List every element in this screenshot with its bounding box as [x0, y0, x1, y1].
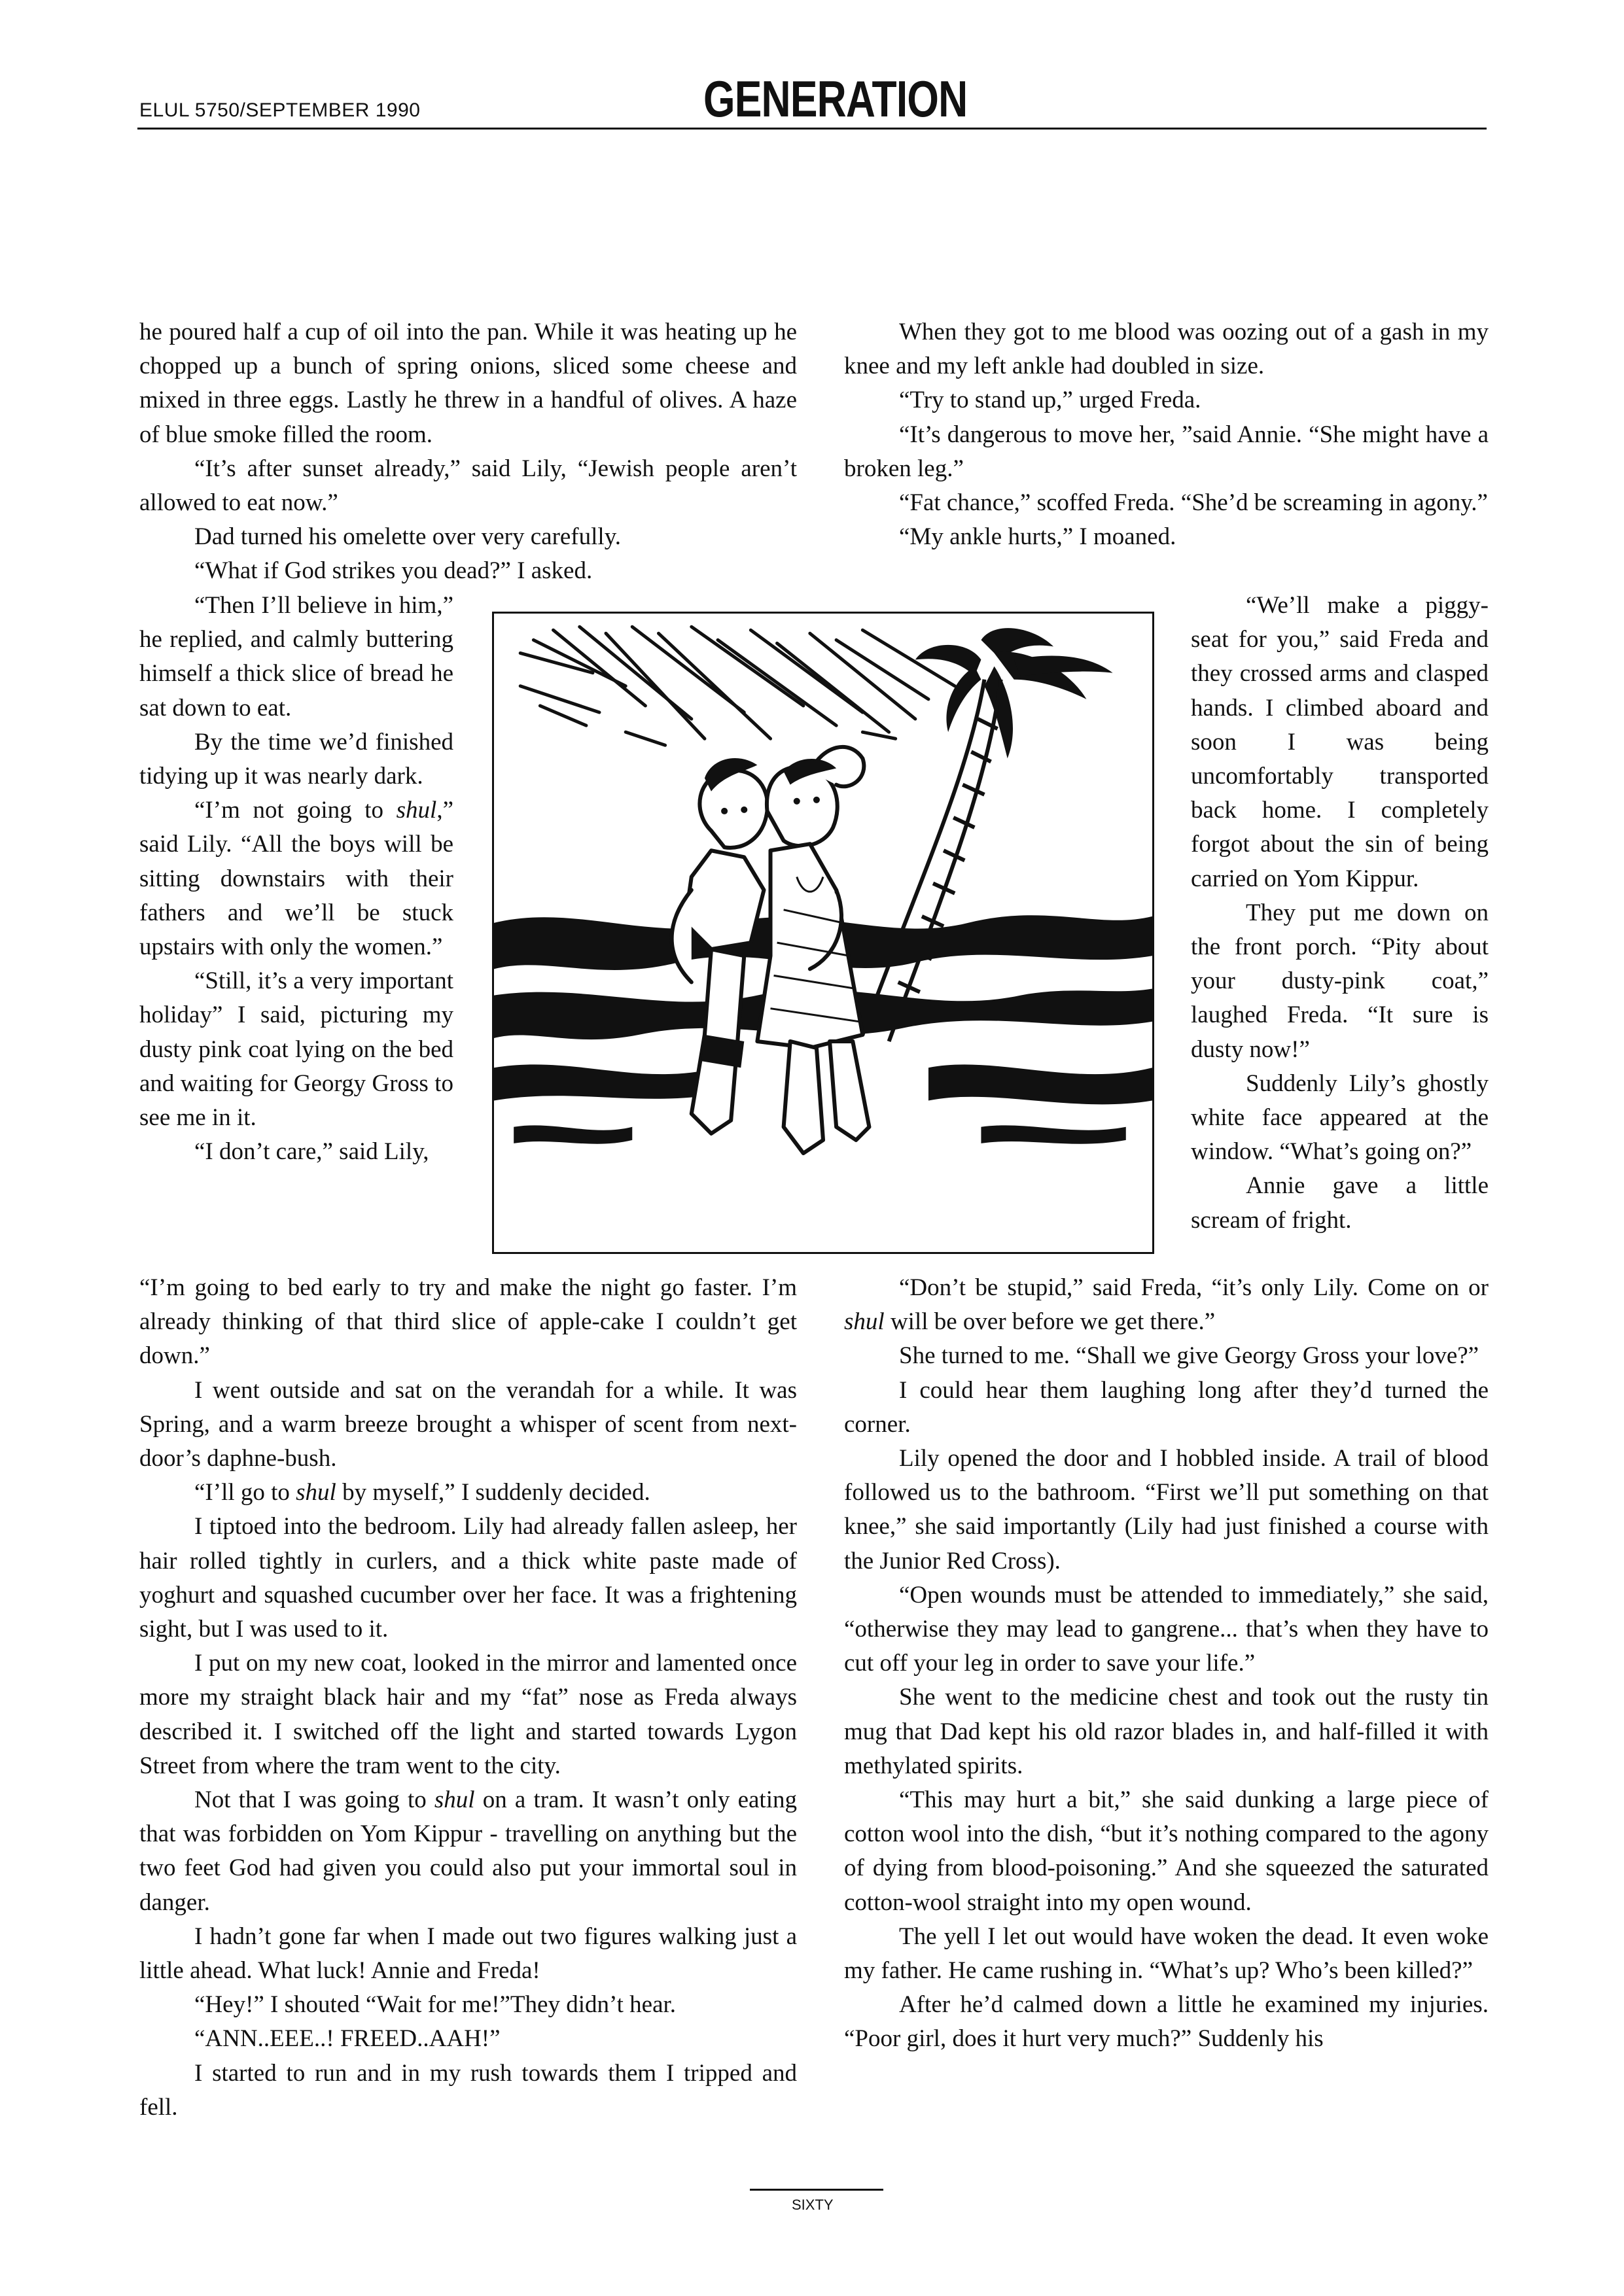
paragraph: Annie gave a little scream of fright. — [1191, 1172, 1489, 1234]
beach-drawing — [494, 614, 1152, 1252]
left-column-top — [139, 315, 797, 589]
paragraph: I started to run and in my rush towards them I tripped and fell. — [139, 2059, 797, 2121]
paragraph: “Then I’ll believe in him,” he replied, and calmly buttering himself a thick slice of bread he sat down to eat. — [139, 592, 453, 722]
paragraph: “ANN..EEE..! FREED..AAH!” — [194, 2025, 501, 2053]
issue-date: ELUL 5750/SEPTEMBER 1990 — [139, 99, 421, 121]
paragraph: “Don’t be stupid,” said Freda, “it’s only Lily. Come on or shul will be over before we get there.” — [844, 1274, 1489, 1336]
paragraph: She turned to me. “Shall we give Georgy Gross your love?” — [899, 1342, 1479, 1370]
paragraph: Lily opened the door and I hobbled inside. A trail of blood followed us to the bathroom. “First we’ll put something on that knee,” she said importantly (Lily had just finished a course with the Junior Red Cross). — [844, 1445, 1489, 1574]
paragraph: I went outside and sat on the verandah for a while. It was Spring, and a warm breeze brought a whisper of scent from next-door’s daphne-bush. — [139, 1376, 797, 1472]
paragraph: “Fat chance,” scoffed Freda. “She’d be screaming in agony.” — [899, 489, 1488, 517]
paragraph: They put me down on the front porch. “Pity about your dusty-pink coat,” laughed Freda. “It sure is dusty now!” — [1191, 899, 1489, 1063]
paragraph: “What if God strikes you dead?” I asked. — [194, 557, 593, 585]
paragraph: “My ankle hurts,” I moaned. — [899, 523, 1176, 551]
paragraph: “It’s dangerous to move her, ”said Annie. “She might have a broken leg.” — [844, 421, 1489, 482]
paragraph: I could hear them laughing long after they’d turned the corner. — [844, 1376, 1489, 1438]
magazine-title: GENERATION — [703, 70, 968, 128]
paragraph: The yell I let out would have woken the dead. It even woke my father. He came rushing in. “What’s up? Who’s been killed?” — [844, 1922, 1489, 1985]
paragraph: “This may hurt a bit,” she said dunking a large piece of cotton wool into the dish, “but it’s nothing compared to the agony of dying from blood-poisoning.” And she squeezed the saturated cotton-wool straight into my open wound. — [844, 1786, 1489, 1916]
paragraph: Dad turned his omelette over very carefully. — [194, 523, 622, 551]
right-column-top — [844, 315, 1489, 554]
paragraph: “I don’t care,” said Lily, — [194, 1138, 429, 1166]
paragraph: I tiptoed into the bedroom. Lily had already fallen asleep, her hair rolled tightly in curlers, and a thick white paste made of yoghurt and squashed cucumber over her face. It was a frightening sight, but I was used to it. — [139, 1513, 797, 1643]
paragraph: Not that I was going to shul on a tram. It wasn’t only eating that was forbidden on Yom Kippur - travelling on anything but the two feet God had given you could also put your immortal soul in danger. — [139, 1786, 797, 1916]
paragraph: “It’s after sunset already,” said Lily, “Jewish people aren’t allowed to eat now.” — [139, 455, 797, 517]
paragraph: By the time we’d finished tidying up it was nearly dark. — [139, 728, 453, 790]
paragraph: “Still, it’s a very important holiday” I said, picturing my dusty pink coat lying on the bed and waiting for Georgy Gross to see me in it. — [139, 967, 453, 1132]
paragraph: I hadn’t gone far when I made out two figures walking just a little ahead. What luck! Annie and Freda! — [139, 1922, 797, 1985]
page-number: SIXTY — [792, 2197, 834, 2213]
paragraph: Suddenly Lily’s ghostly white face appeared at the window. “What’s going on?” — [1191, 1070, 1489, 1166]
story-illustration — [492, 612, 1154, 1254]
left-column-bottom — [139, 1271, 797, 2125]
paragraph: he poured half a cup of oil into the pan. While it was heating up he chopped up a bunch of spring onions, sliced some cheese and mixed in three eggs. Lastly he threw in a handful of olives. A haze of blue smoke filled the room. — [139, 319, 797, 448]
paragraph: “I’m going to bed early to try and make the night go faster. I’m already thinking of that third slice of apple-cake I couldn’t get down.” — [139, 1274, 797, 1370]
paragraph: She went to the medicine chest and took out the rusty tin mug that Dad kept his old razor blades in, and half-filled it with methylated spirits. — [844, 1684, 1489, 1779]
paragraph: When they got to me blood was oozing out of a gash in my knee and my left ankle had doubled in size. — [844, 319, 1489, 380]
footer-rule — [750, 2189, 883, 2191]
paragraph: “I’ll go to shul by myself,” I suddenly decided. — [194, 1479, 650, 1506]
right-column-bottom — [844, 1271, 1489, 2057]
right-column-wrap — [1191, 589, 1489, 1238]
paragraph: I put on my new coat, looked in the mirror and lamented once more my straight black hair and my “fat” nose as Freda always described it. I switched off the light and started towards Lygon Street from where the tram went to the city. — [139, 1650, 797, 1779]
left-column-wrap — [139, 589, 453, 1169]
paragraph: After he’d calmed down a little he examined my injuries. “Poor girl, does it hurt very much?” Suddenly his — [844, 1991, 1489, 2053]
paragraph: “Try to stand up,” urged Freda. — [899, 387, 1201, 414]
paragraph: “We’ll make a piggy-seat for you,” said Freda and they crossed arms and clasped hands. I climbed aboard and soon I was being uncomfortably transported back home. I completely forgot about the sin of being carried on Yom Kippur. — [1191, 592, 1489, 892]
paragraph: “Open wounds must be attended to immediately,” she said, “otherwise they may lead to gangrene... that’s when they have to cut off your leg in order to save your life.” — [844, 1581, 1489, 1677]
paragraph: “I’m not going to shul,” said Lily. “All the boys will be sitting downstairs with their fathers and we’ll be stuck upstairs with only the women.” — [139, 797, 453, 961]
paragraph: “Hey!” I shouted “Wait for me!”They didn’t hear. — [194, 1991, 677, 2019]
header-rule — [137, 128, 1487, 130]
